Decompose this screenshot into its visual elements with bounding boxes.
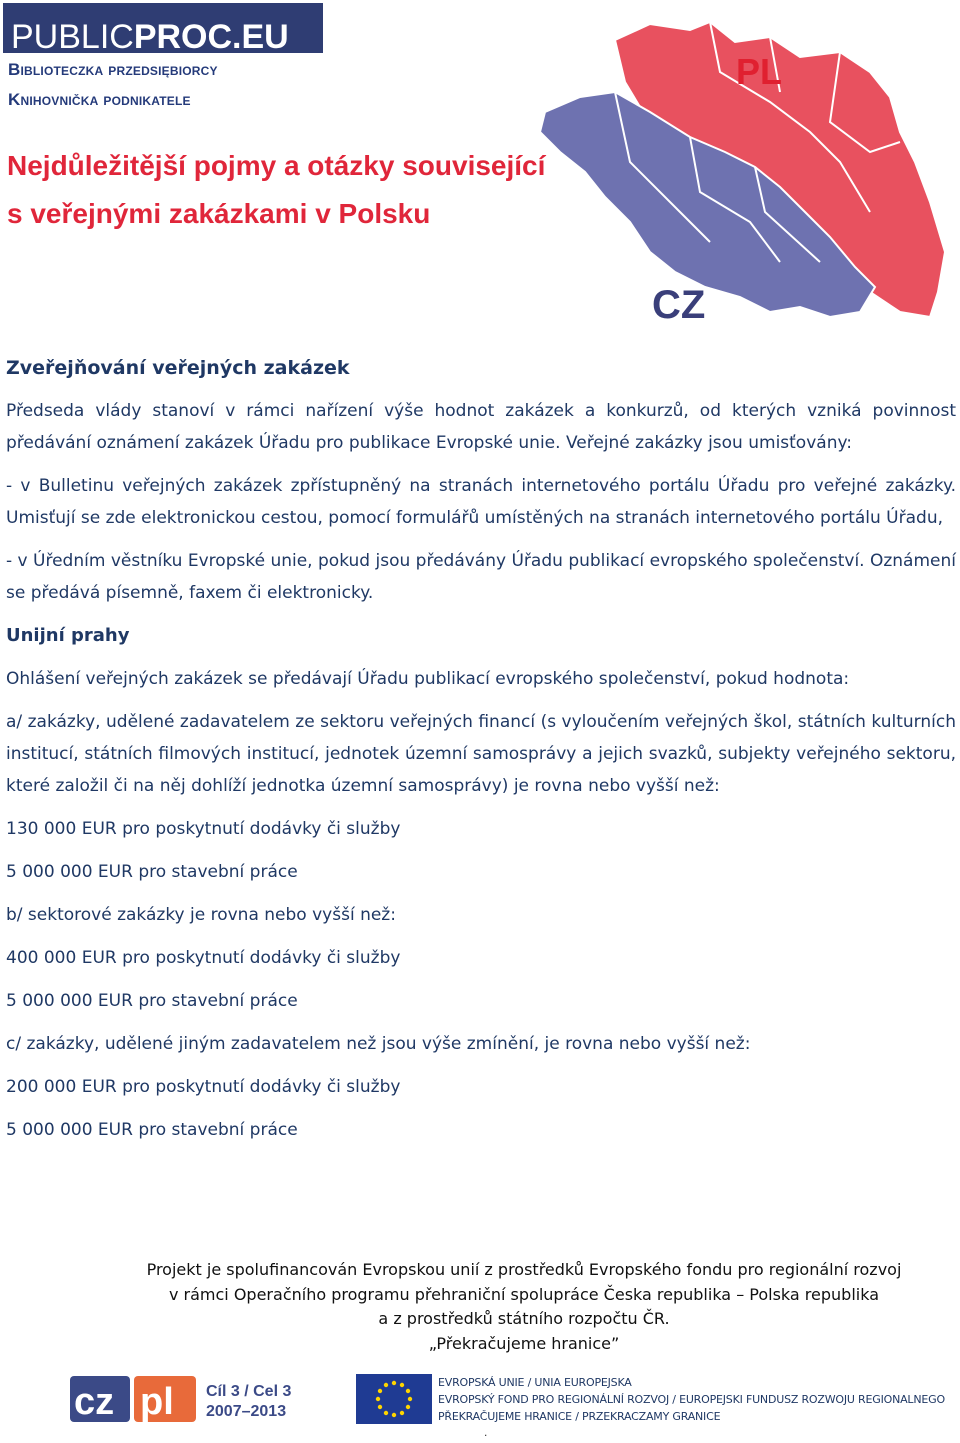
footer-line1: Projekt je spolufinancován Evropskou unií z prostředků Evropského fondu pro regionální rozvoj	[146, 1260, 902, 1279]
section-heading-publication: Zveřejňování veřejných zakázek	[6, 357, 350, 379]
page-title-line1: Nejdůležitější pojmy a otázky související	[7, 150, 546, 181]
logo-proc: PROC.EU	[133, 18, 289, 53]
section-heading-thresholds: Unijní prahy	[6, 625, 130, 646]
funding-footer	[0, 1258, 960, 1356]
eu-text-line3: PŘEKRAČUJEME HRANICE / PRZEKRACZAMY GRANICE	[438, 1410, 721, 1423]
threshold-a-works: 5 000 000 EUR pro stavební práce	[6, 862, 298, 882]
paragraph-thresholds-intro: Ohlášení veřejných zakázek se předávají Úřadu publikací evropského společenství, pokud hodnota:	[6, 669, 850, 689]
page-title-line2: s veřejnými zakázkami v Polsku	[7, 198, 431, 229]
eu-text-line2: EVROPSKÝ FOND PRO REGIONÁLNÍ ROZVOJ / EUROPEJSKI FUNDUSZ ROZWOJU REGIONALNEGO	[438, 1393, 945, 1406]
eu-flag-icon	[356, 1374, 432, 1424]
library-title-pl: Biblioteczka przedsiębiorcy	[8, 60, 218, 79]
logo-public: PUBLIC	[11, 18, 134, 53]
czpl-logo-cz: cz	[74, 1381, 115, 1423]
paragraph-official-journal: - v Úředním věstníku Evropské unie, pokud jsou předávány Úřadu publikací evropského společenství. Oznámení se předává písemně, faxem či elektronicky.	[6, 551, 956, 603]
paragraph-threshold-c: c/ zakázky, udělené jiným zadavatelem než jsou výše zmínění, je rovna nebo vyšší než:	[6, 1034, 751, 1054]
paragraph-threshold-a: a/ zakázky, udělené zadavatelem ze sektoru veřejných financí (s vyloučením veřejných škol, státních kulturních institucí, státních filmových institucí, jednotek územní samosprávy a jejich svazků, subjekty veřejného sektoru, které založil či na něj dohlíží jednotka územní samosprávy) je rovna nebo vyšší než:	[6, 712, 956, 796]
footer-dot: .	[484, 1425, 488, 1439]
czpl-logo-pl: pl	[140, 1381, 174, 1423]
document-body	[6, 352, 956, 1157]
threshold-c-works: 5 000 000 EUR pro stavební práce	[6, 1120, 298, 1140]
paragraph-intro: Předseda vlády stanoví v rámci nařízení výše hodnot zakázek a konkurzů, od kterých vzniká povinnost předávání oznámení zakázek Úřadu pro publikace Evropské unie. Veřejné zakázky jsou umisťovány:	[6, 401, 956, 453]
map-label-pl: PL	[736, 51, 783, 92]
cil3-years: 2007–2013	[206, 1403, 287, 1420]
map-label-cz: CZ	[652, 283, 706, 327]
threshold-b-works: 5 000 000 EUR pro stavební práce	[6, 991, 298, 1011]
threshold-a-supplies: 130 000 EUR pro poskytnutí dodávky či služby	[6, 819, 401, 839]
paragraph-bulletin: - v Bulletinu veřejných zakázek zpřístupněný na stranách internetového portálu Úřadu pro veřejné zakázky. Umisťují se zde elektronickou cestou, pomocí formulářů umístěných na stranách internetového portálu Úřadu,	[6, 476, 956, 528]
footer-line4: „Překračujeme hranice”	[428, 1333, 620, 1353]
library-title-cz: Knihovnička podnikatele	[8, 90, 191, 109]
page-title	[7, 142, 577, 238]
czpl-cil3-logo	[70, 1376, 295, 1424]
paragraph-threshold-b: b/ sektorové zakázky je rovna nebo vyšší než:	[6, 905, 396, 925]
threshold-c-supplies: 200 000 EUR pro poskytnutí dodávky či služby	[6, 1077, 401, 1097]
eu-text-line1: EVROPSKÁ UNIE / UNIA EUROPEJSKA	[438, 1376, 632, 1389]
footer-line2: v rámci Operačního programu přehraniční spolupráce Česka republika – Polska republika	[168, 1284, 879, 1304]
cil3-label: Cíl 3 / Cel 3	[206, 1383, 292, 1400]
pl-cz-map-illustration	[540, 12, 950, 330]
threshold-b-supplies: 400 000 EUR pro poskytnutí dodávky či služby	[6, 948, 401, 968]
footer-line3: a z prostředků státního rozpočtu ČR.	[378, 1309, 670, 1328]
publicproc-logo	[3, 3, 323, 53]
logo-text	[11, 17, 289, 53]
eu-fund-text	[438, 1374, 945, 1425]
